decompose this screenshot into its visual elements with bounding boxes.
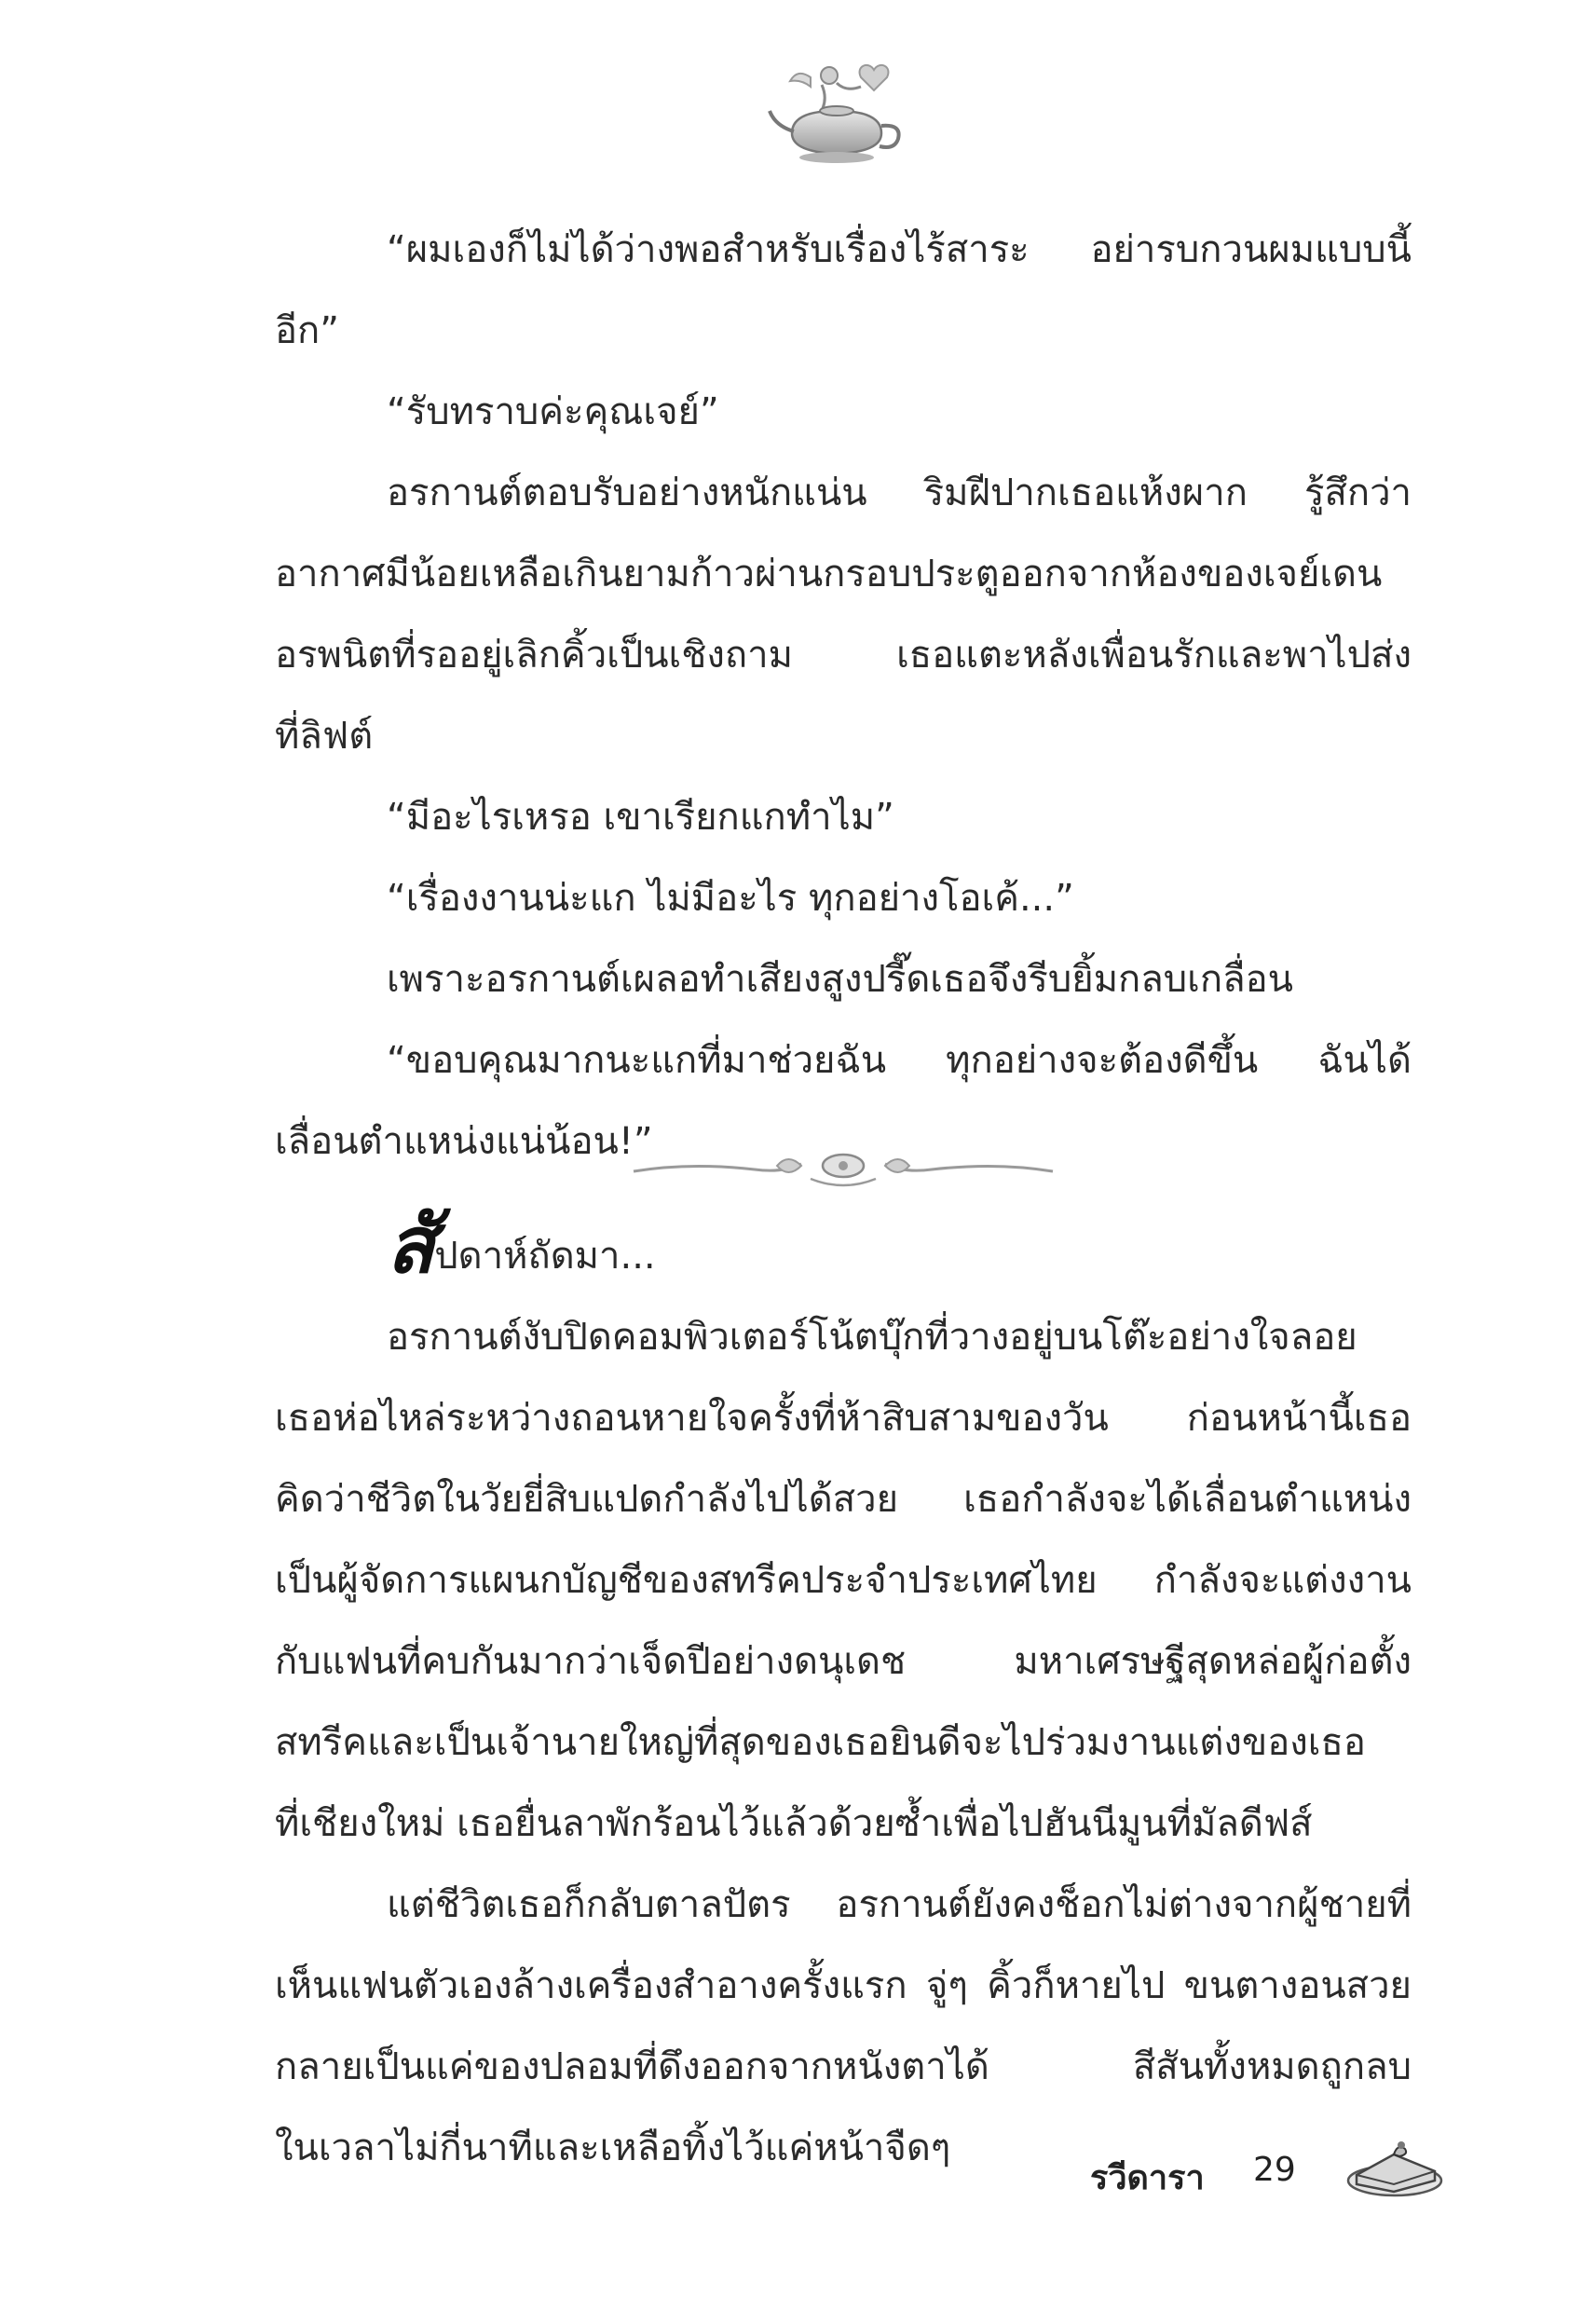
cake-slice-icon: [1344, 2134, 1446, 2199]
text-line: ที่เชียงใหม่ เธอยื่นลาพักร้อนไว้แล้วด้วยซ้ำเพื่อไปฮันนีมูนที่มัลดีฟส์: [275, 1802, 1313, 1845]
text-line: อรพนิตที่รออยู่เลิกคิ้วเป็นเชิงถาม เธอแตะหลังเพื่อนรักและพาไปส่ง: [275, 634, 1412, 677]
text-line: เห็นแฟนตัวเองล้างเครื่องสำอางครั้งแรก จู่ๆ คิ้วก็หายไป ขนตางอนสวย: [275, 1964, 1412, 2007]
text-line: อากาศมีน้อยเหลือเกินยามก้าวผ่านกรอบประตูออกจากห้องของเจย์เดน: [275, 553, 1383, 595]
text-line: สทรีคและเป็นเจ้านายใหญ่ที่สุดของเธอยินดีจะไปร่วมงานแต่งของเธอ: [275, 1721, 1366, 1764]
section-opening-line: [275, 1198, 1412, 1297]
text-line: เธอห่อไหล่ระหว่างถอนหายใจครั้งที่ห้าสิบสามของวัน ก่อนหน้านี้เธอ: [275, 1397, 1412, 1440]
text-line: กลายเป็นแค่ของปลอมที่ดึงออกจากหนังตาได้ สีสันทั้งหมดถูกลบ: [275, 2045, 1412, 2088]
drop-cap: สั: [387, 1198, 435, 1291]
text-line: “ผมเองก็ไม่ได้ว่างพอสำหรับเรื่องไร้สาระ อย่ารบกวนผมแบบนี้: [387, 228, 1412, 271]
flourish-divider-icon: [624, 1142, 1062, 1197]
text-line: อีก”: [275, 309, 339, 352]
text-line: “เรื่องงานน่ะแก ไม่มีอะไร ทุกอย่างโอเค้...”: [387, 877, 1074, 920]
text-line: คิดว่าชีวิตในวัยยี่สิบแปดกำลังไปได้สวย เธอกำลังจะได้เลื่อนตำแหน่ง: [275, 1478, 1412, 1521]
text-line: “มีอะไรเหรอ เขาเรียกแกทำไม”: [387, 796, 894, 839]
text-line: แต่ชีวิตเธอก็กลับตาลปัตร อรกานต์ยังคงช็อกไม่ต่างจากผู้ชายที่: [387, 1883, 1412, 1926]
teapot-cupid-icon: [764, 51, 913, 172]
page-footer: [1090, 2134, 1463, 2208]
text-line: เป็นผู้จัดการแผนกบัญชีของสทรีคประจำประเทศไทย กำลังจะแต่งงาน: [275, 1559, 1412, 1602]
text-line: อรกานต์ตอบรับอย่างหนักแน่น ริมฝีปากเธอแห้งผาก รู้สึกว่า: [387, 472, 1412, 514]
text-section-dialogue: [275, 210, 1412, 1183]
text-line: ในเวลาไม่กี่นาทีและเหลือทิ้งไว้แค่หน้าจืดๆ: [275, 2126, 951, 2169]
page-number: 29: [1253, 2151, 1296, 2189]
text-line: เลื่อนตำแหน่งแน่น้อน!”: [275, 1120, 653, 1163]
text-section-next-week: [275, 1198, 1412, 2189]
text-line: “ขอบคุณมากนะแกที่มาช่วยฉัน ทุกอย่างจะต้องดีขึ้น ฉันได้: [387, 1039, 1412, 1082]
text-line: กับแฟนที่คบกันมากว่าเจ็ดปีอย่างดนุเดช มหาเศรษฐีสุดหล่อผู้ก่อตั้ง: [275, 1640, 1412, 1683]
text-line: “รับทราบค่ะคุณเจย์”: [387, 390, 719, 433]
text-line: เพราะอรกานต์เผลอทำเสียงสูงปรี๊ดเธอจึงรีบยิ้มกลบเกลื่อน: [387, 958, 1293, 1001]
text-line: อรกานต์งับปิดคอมพิวเตอร์โน้ตบุ๊กที่วางอยู่บนโต๊ะอย่างใจลอย: [387, 1316, 1357, 1359]
text-line: ที่ลิฟต์: [275, 715, 374, 758]
opening-text: ปดาห์ถัดมา...: [434, 1235, 656, 1278]
book-title: รวีดารา: [1090, 2159, 1205, 2197]
